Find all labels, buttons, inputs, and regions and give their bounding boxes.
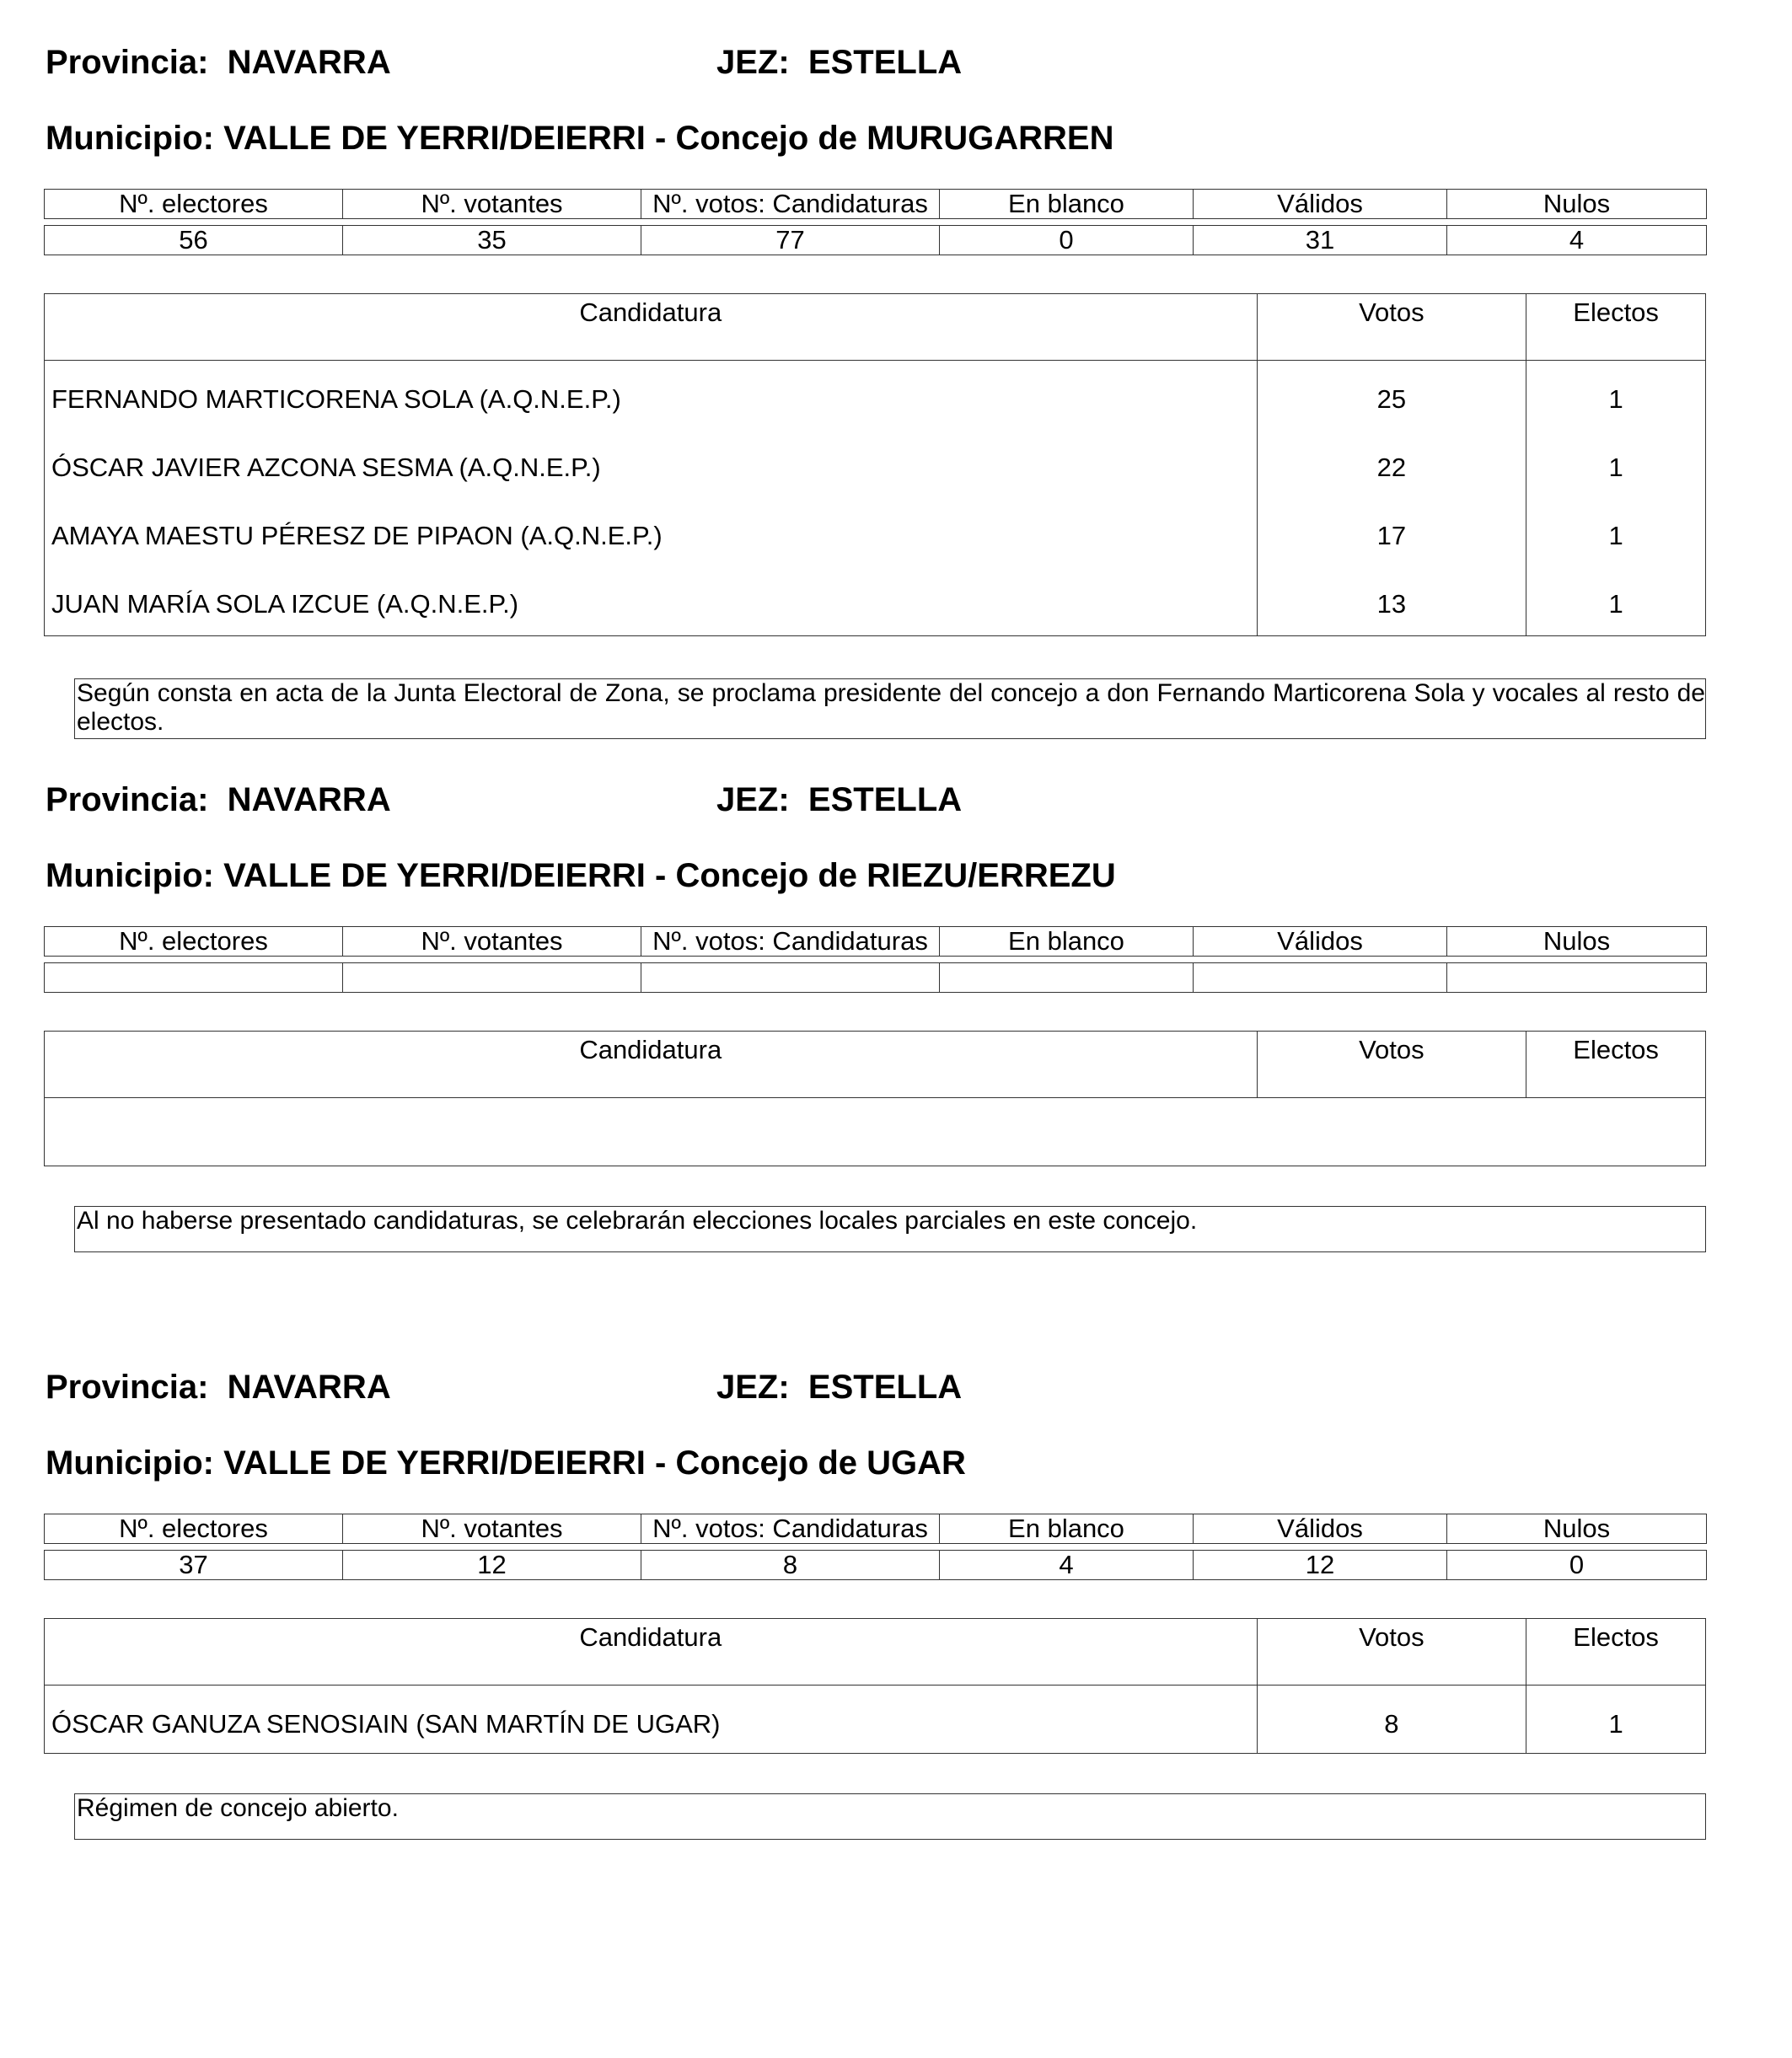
- candidate-votos: 8: [1257, 1686, 1526, 1753]
- candidate-electos: 1: [1526, 1686, 1705, 1753]
- electores-header: Nº. electores: [45, 190, 343, 219]
- candidates-empty-body: [45, 1098, 1705, 1166]
- en-blanco-header: En blanco: [940, 927, 1194, 957]
- electores-value: [45, 963, 343, 993]
- electores-header: Nº. electores: [45, 927, 343, 957]
- candidate-row: [45, 429, 1705, 497]
- jez-heading: JEZ: ESTELLA: [716, 781, 963, 818]
- validos-value: 31: [1194, 226, 1447, 255]
- electos-header: Electos: [1526, 1619, 1705, 1685]
- en-blanco-header: En blanco: [940, 190, 1194, 219]
- candidate-votos: 25: [1257, 361, 1526, 429]
- candidate-name: JUAN MARÍA SOLA IZCUE (A.Q.N.E.P.): [51, 589, 519, 619]
- stats-header-row: [45, 1514, 1707, 1544]
- votantes-value: 12: [343, 1551, 641, 1580]
- stats-value-row: [45, 226, 1707, 255]
- votantes-header: Nº. votantes: [343, 1514, 641, 1544]
- en-blanco-header: En blanco: [940, 1514, 1194, 1544]
- validos-value: [1194, 963, 1447, 993]
- candidate-electos: 1: [1526, 565, 1705, 635]
- votos-candidaturas-header: Nº. votos: Candidaturas: [641, 190, 940, 219]
- candidates-header-row: [45, 1619, 1705, 1686]
- candidate-electos: 1: [1526, 361, 1705, 429]
- stats-header-row: [45, 190, 1707, 219]
- candidates-table: [44, 1618, 1706, 1754]
- candidate-votos: 17: [1257, 497, 1526, 565]
- section-note: Al no haberse presentado candidaturas, se celebrarán elecciones locales parciales en este concejo.: [74, 1206, 1706, 1252]
- concejo-section-murugarren: [0, 0, 1792, 736]
- section-note: Según consta en acta de la Junta Electoral de Zona, se proclama presidente del concejo a don Fernando Marticorena Sola y vocales al resto de electos.: [74, 678, 1706, 739]
- nulos-value: 0: [1447, 1551, 1707, 1580]
- votos-header: Votos: [1257, 294, 1526, 360]
- electos-header: Electos: [1526, 294, 1705, 360]
- votantes-header: Nº. votantes: [343, 927, 641, 957]
- candidate-name: ÓSCAR JAVIER AZCONA SESMA (A.Q.N.E.P.): [51, 453, 601, 482]
- en-blanco-value: [940, 963, 1194, 993]
- votantes-header: Nº. votantes: [343, 190, 641, 219]
- candidate-name: FERNANDO MARTICORENA SOLA (A.Q.N.E.P.): [51, 384, 621, 414]
- nulos-header: Nulos: [1447, 1514, 1707, 1544]
- votantes-value: [343, 963, 641, 993]
- provincia-heading: Provincia: NAVARRA: [46, 781, 391, 818]
- validos-header: Válidos: [1194, 927, 1447, 957]
- concejo-section-ugar: [0, 1325, 1792, 2058]
- validos-header: Válidos: [1194, 190, 1447, 219]
- votantes-value: 35: [343, 226, 641, 255]
- municipio-heading: Municipio: VALLE DE YERRI/DEIERRI - Concejo de UGAR: [46, 1444, 966, 1482]
- candidatura-header: Candidatura: [579, 1622, 722, 1652]
- provincia-heading: Provincia: NAVARRA: [46, 1369, 391, 1406]
- validos-value: 12: [1194, 1551, 1447, 1580]
- candidatura-header: Candidatura: [579, 1035, 722, 1064]
- candidate-electos: 1: [1526, 497, 1705, 565]
- provincia-heading: Provincia: NAVARRA: [46, 44, 391, 81]
- candidate-row: [45, 1686, 1705, 1753]
- electores-header: Nº. electores: [45, 1514, 343, 1544]
- votos-candidaturas-header: Nº. votos: Candidaturas: [641, 1514, 940, 1544]
- votos-candidaturas-value: 77: [641, 226, 940, 255]
- candidate-row: [45, 361, 1705, 429]
- stats-header-row: [45, 927, 1707, 957]
- votos-candidaturas-value: [641, 963, 940, 993]
- votos-header: Votos: [1257, 1032, 1526, 1097]
- jez-heading: JEZ: ESTELLA: [716, 44, 963, 81]
- jez-heading: JEZ: ESTELLA: [716, 1369, 963, 1406]
- stats-table: [44, 926, 1707, 993]
- candidate-row: [45, 497, 1705, 565]
- en-blanco-value: 0: [940, 226, 1194, 255]
- electores-value: 56: [45, 226, 343, 255]
- nulos-header: Nulos: [1447, 190, 1707, 219]
- candidate-name: AMAYA MAESTU PÉRESZ DE PIPAON (A.Q.N.E.P.): [51, 521, 663, 550]
- candidate-row: [45, 565, 1705, 635]
- stats-value-row: [45, 963, 1707, 993]
- votos-header: Votos: [1257, 1619, 1526, 1685]
- nulos-value: 4: [1447, 226, 1707, 255]
- municipio-heading: Municipio: VALLE DE YERRI/DEIERRI - Concejo de RIEZU/ERREZU: [46, 857, 1116, 894]
- section-note: Régimen de concejo abierto.: [74, 1793, 1706, 1840]
- candidate-electos: 1: [1526, 429, 1705, 497]
- candidates-table: [44, 293, 1706, 636]
- votos-candidaturas-header: Nº. votos: Candidaturas: [641, 927, 940, 957]
- stats-value-row: [45, 1551, 1707, 1580]
- candidates-header-row: [45, 294, 1705, 361]
- en-blanco-value: 4: [940, 1551, 1194, 1580]
- nulos-value: [1447, 963, 1707, 993]
- votos-candidaturas-value: 8: [641, 1551, 940, 1580]
- municipio-heading: Municipio: VALLE DE YERRI/DEIERRI - Concejo de MURUGARREN: [46, 120, 1114, 157]
- validos-header: Válidos: [1194, 1514, 1447, 1544]
- stats-table: [44, 1514, 1707, 1580]
- candidates-table: [44, 1031, 1706, 1166]
- electores-value: 37: [45, 1551, 343, 1580]
- electos-header: Electos: [1526, 1032, 1705, 1097]
- stats-table: [44, 189, 1707, 255]
- candidate-name: ÓSCAR GANUZA SENOSIAIN (SAN MARTÍN DE UGAR): [51, 1709, 721, 1739]
- candidate-votos: 13: [1257, 565, 1526, 635]
- nulos-header: Nulos: [1447, 927, 1707, 957]
- candidate-votos: 22: [1257, 429, 1526, 497]
- candidatura-header: Candidatura: [579, 297, 722, 327]
- candidates-header-row: [45, 1032, 1705, 1098]
